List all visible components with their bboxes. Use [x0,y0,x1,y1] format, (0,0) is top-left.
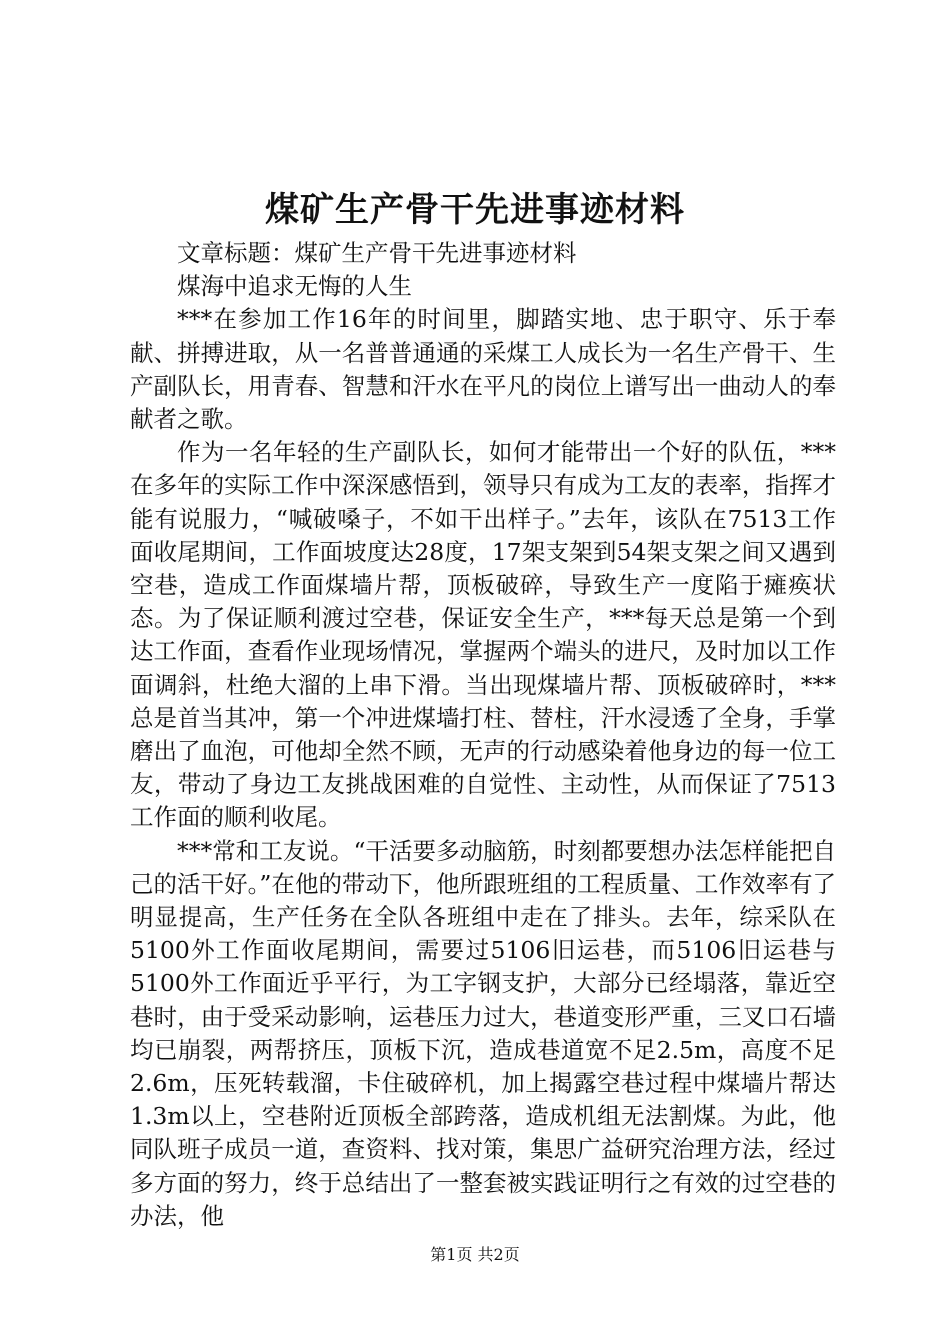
body-paragraph: ***在参加工作16年的时间里，脚踏实地、忠于职守、乐于奉献、拼搏进取，从一名普普通通的采煤工人成长为一名生产骨干、生产副队长，用青春、智慧和汗水在平凡的岗位上谱写出一曲动人的奉献者之歌。 [130,305,836,434]
document-body [130,237,836,1233]
subtitle-line: 煤海中追求无悔的人生 [177,272,412,301]
article-title-line: 文章标题：煤矿生产骨干先进事迹材料 [177,239,577,267]
body-paragraph: 作为一名年轻的生产副队长，如何才能带出一个好的队伍，***在多年的实际工作中深深感悟到，领导只有成为工友的表率，指挥才能有说服力，“喊破嗓子，不如干出样子。”去年，该队在7513工作面收尾期间，工作面坡度达28度，17架支架到54架支架之间又遇到空巷，造成工作面煤墙片帮，顶板破碎，导致生产一度陷于瘫痪状态。为了保证顺利渡过空巷，保证安全生产，***每天总是第一个到达工作面，查看作业现场情况，掌握两个端头的进尺，及时加以工作面调斜，杜绝大溜的上串下滑。当出现煤墙片帮、顶板破碎时，***总是首当其冲，第一个冲进煤墙打柱、替柱，汗水浸透了全身，手掌磨出了血泡，可他却全然不顾，无声的行动感染着他身边的每一位工友，带动了身边工友挑战困难的自觉性、主动性，从而保证了7513工作面的顺利收尾。 [130,438,836,832]
page-number-footer: 第1页 共2页 [430,1245,520,1264]
body-paragraph: ***常和工友说。“干活要多动脑筋，时刻都要想办法怎样能把自己的活干好。”在他的带动下，他所跟班组的工程质量、工作效率有了明显提高，生产任务在全队各班组中走在了排头。去年，综采队在5100外工作面收尾期间，需要过5106旧运巷，而5106旧运巷与5100外工作面近乎平行，为工字钢支护，大部分已经塌落，靠近空巷时，由于受采动影响，运巷压力过大，巷道变形严重，三叉口石墙均已崩裂，两帮挤压，顶板下沉，造成巷道宽不足2.5m，高度不足2.6m，压死转载溜，卡住破碎机，加上揭露空巷过程中煤墙片帮达1.3m以上，空巷附近顶板全部跨落，造成机组无法割煤。为此，他同队班子成员一道，查资料、找对策，集思广益研究治理方法，经过多方面的努力，终于总结出了一整套被实践证明行之有效的过空巷的办法，他 [130,836,836,1230]
document-title: 煤矿生产骨干先进事迹材料 [265,190,685,230]
